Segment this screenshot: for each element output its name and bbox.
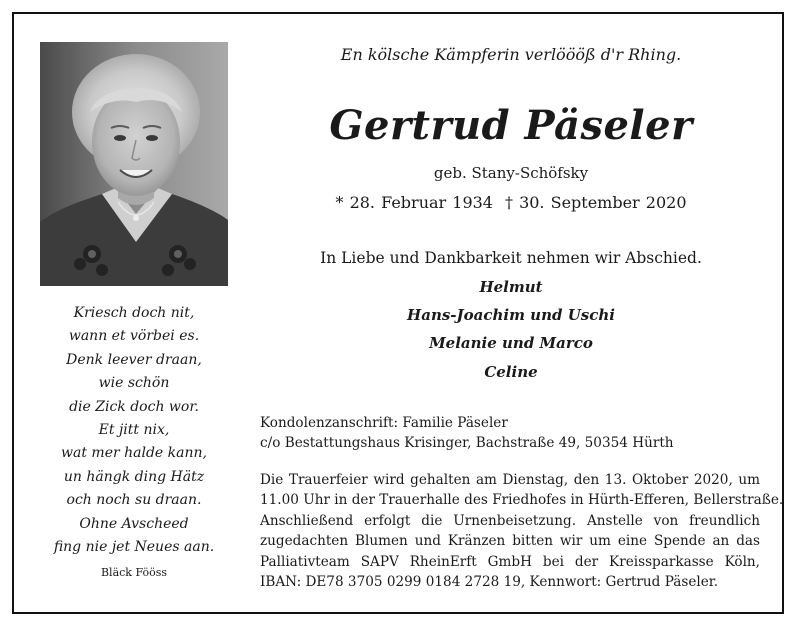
service-line: zugedachten Blumen und Kränzen bitten wir um eine Spende an das	[260, 533, 760, 550]
service-line: 11.00 Uhr in der Trauerhalle des Friedhofes in Hürth-Efferen, Bellerstraße.	[260, 492, 784, 509]
service-line: Die Trauerfeier wird gehalten am Dienstag, den 13. Oktober 2020, um	[260, 472, 760, 488]
service-details	[260, 470, 784, 592]
motto: En kölsche Kämpferin verlöööß d'r Rhing.	[340, 45, 682, 64]
poem-line: Kriesch doch nit,	[73, 305, 195, 321]
poem-line: un hängk ding Hätz	[63, 468, 205, 485]
poem-line: wie schön	[98, 375, 170, 392]
poem-author: Bläck Fööss	[100, 566, 168, 579]
condolence-address	[260, 413, 760, 454]
poem-line: Et jitt nix,	[98, 422, 170, 439]
poem-line: wat mer halde kann,	[61, 445, 207, 462]
maiden-name: geb. Stany-Schöfsky	[433, 164, 589, 182]
death-date: † 30. September 2020	[504, 193, 687, 212]
life-dates	[258, 192, 764, 214]
poem-line: fing nie jet Neues aan.	[53, 539, 215, 556]
deceased-name: Gertrud Päseler	[329, 102, 693, 149]
portrait-photo	[40, 42, 228, 286]
poem-line: Denk leever draan,	[66, 351, 202, 368]
mourner-name: Helmut	[479, 278, 543, 296]
poem-line: och noch su draan.	[66, 492, 202, 509]
mourner-name: Celine	[484, 362, 538, 381]
poem	[28, 302, 240, 559]
mourner-name: Melanie und Marco	[429, 334, 593, 353]
birth-date: * 28. Februar 1934	[335, 193, 493, 212]
condolence-line: c/o Bestattungshaus Krisinger, Bachstraße 49, 50354 Hürth	[260, 435, 674, 452]
poem-line: die Zick doch wor.	[69, 398, 199, 415]
farewell-text: In Liebe und Dankbarkeit nehmen wir Abschied.	[320, 249, 702, 267]
service-line: IBAN: DE78 3705 0299 0184 2728 19, Kennwort: Gertrud Päseler.	[260, 574, 719, 591]
poem-line: Ohne Avscheed	[79, 515, 189, 532]
service-line: Anschließend erfolgt die Urnenbeisetzung. Anstelle von freundlich	[260, 512, 760, 529]
poem-line: wann et vörbei es.	[68, 328, 200, 345]
mourners-list	[258, 273, 764, 386]
service-line: Palliativteam SAPV RheinErft GmbH bei der Kreissparkasse Köln,	[260, 553, 760, 570]
condolence-line: Kondolenzanschrift: Familie Päseler	[260, 415, 508, 431]
mourner-name: Hans-Joachim und Uschi	[407, 306, 615, 325]
